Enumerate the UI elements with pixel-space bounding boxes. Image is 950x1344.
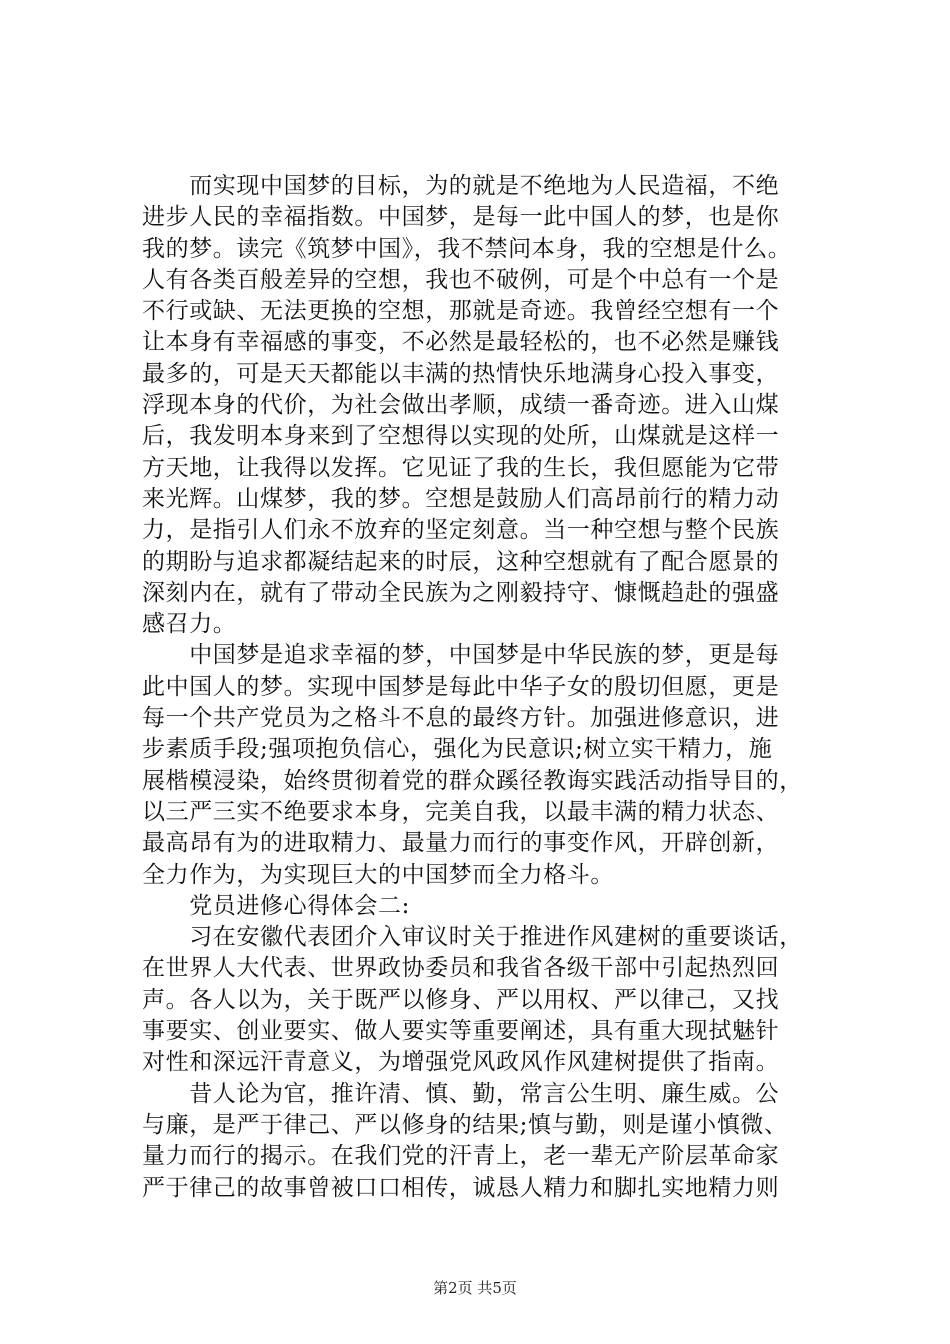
text-line: 在世界人大代表、世界政协委员和我省各级干部中引起热烈回 bbox=[142, 955, 780, 982]
text-line: 此中国人的梦。实现中国梦是每此中华子女的殷切但愿，更是 bbox=[142, 673, 780, 700]
text-line: 来光辉。山煤梦，我的梦。空想是鼓励人们高昂前行的精力动 bbox=[142, 485, 780, 512]
text-line: 力，是指引人们永不放弃的坚定刻意。当一种空想与整个民族 bbox=[142, 517, 780, 544]
text-line: 严于律己的故事曾被口口相传，诚恳人精力和脚扎实地精力则 bbox=[142, 1174, 780, 1201]
text-line: 量力而行的揭示。在我们党的汗青上，老一辈无产阶层革命家 bbox=[142, 1143, 780, 1170]
text-line: 让本身有幸福感的事变，不必然是最轻松的，也不必然是赚钱 bbox=[142, 329, 780, 356]
text-line: 进步人民的幸福指数。中国梦，是每一此中国人的梦，也是你 bbox=[142, 204, 780, 231]
text-line: 全力作为，为实现巨大的中国梦而全力格斗。 bbox=[142, 861, 614, 888]
text-line: 最高昂有为的进取精力、最量力而行的事变作风，开辟创新， bbox=[142, 830, 780, 857]
page-number-footer: 第2页 共5页 bbox=[433, 1279, 517, 1297]
text-line: 声。各人以为，关于既严以修身、严以用权、严以律己，又找 bbox=[142, 986, 780, 1013]
text-line: 对性和深远汗青意义，为增强党风政风作风建树提供了指南。 bbox=[142, 1049, 780, 1076]
text-line: 以三严三实不绝要求本身，完美自我，以最丰满的精力状态、 bbox=[142, 798, 780, 825]
text-line: 我的梦。读完《筑梦中国》，我不禁问本身，我的空想是什么。 bbox=[142, 235, 792, 262]
text-line: 不行或缺、无法更换的空想，那就是奇迹。我曾经空想有一个 bbox=[142, 298, 780, 325]
text-line: 与廉，是严于律己、严以修身的结果;慎与勤，则是谨小慎微、 bbox=[142, 1111, 788, 1138]
text-line: 浮现本身的代价，为社会做出孝顺，成绩一番奇迹。进入山煤 bbox=[142, 392, 780, 419]
text-line: 方天地，让我得以发挥。它见证了我的生长，我但愿能为它带 bbox=[142, 454, 780, 481]
text-line: 事要实、创业要实、做人要实等重要阐述，具有重大现拭魅针 bbox=[142, 1018, 780, 1045]
text-line: 步素质手段;强项抱负信心，强化为民意识;树立实干精力，施 bbox=[142, 736, 773, 763]
text-line: 展楷模浸染，始终贯彻着党的群众蹊径教诲实践活动指导目的， bbox=[142, 767, 803, 794]
text-line: 每一个共产党员为之格斗不息的最终方针。加强进修意识，进 bbox=[142, 705, 780, 732]
text-line: 而实现中国梦的目标，为的就是不绝地为人民造福，不绝 bbox=[142, 173, 780, 199]
text-line: 人有各类百般差异的空想，我也不破例，可是个中总有一个是 bbox=[142, 266, 780, 293]
text-line: 的期盼与追求都凝结起来的时辰，这种空想就有了配合愿景的 bbox=[142, 548, 780, 575]
text-line: 中国梦是追求幸福的梦，中国梦是中华民族的梦，更是每 bbox=[142, 642, 780, 669]
text-line: 习在安徽代表团介入审议时关于推进作风建树的重要谈话， bbox=[142, 924, 803, 951]
document-body bbox=[142, 171, 834, 1204]
text-line: 昔人论为官，推许清、慎、勤，常言公生明、廉生威。公 bbox=[142, 1080, 780, 1107]
text-line: 深刻内在，就有了带动全民族为之刚毅持守、慷慨趋赴的强盛 bbox=[142, 579, 780, 606]
text-line: 最多的，可是天天都能以丰满的热情快乐地满身心投入事变， bbox=[142, 360, 780, 387]
text-line: 后，我发明本身来到了空想得以实现的处所，山煤就是这样一 bbox=[142, 423, 780, 450]
section-heading: 党员进修心得体会二: bbox=[142, 892, 410, 919]
text-line: 感召力。 bbox=[142, 611, 237, 638]
